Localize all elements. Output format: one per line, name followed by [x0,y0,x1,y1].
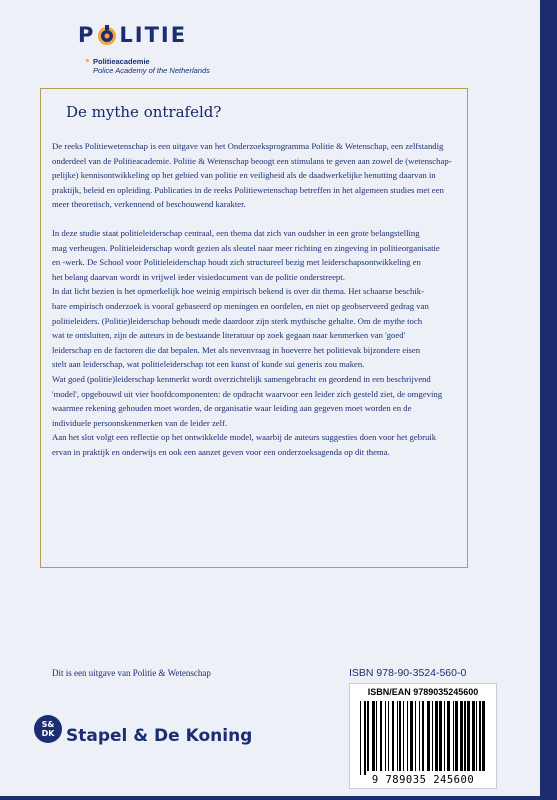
publisher-logo-text-bottom: DK [41,729,55,738]
barcode-bar [364,701,366,775]
blurb-line: 'model', opgebouwd uit vier hoofdcomponenten: de opdracht waarvoor een leider zich gesteld ziet, de omgeving [52,388,443,399]
barcode-bar [447,701,450,771]
blurb-line: pelijke) kennisontwikkeling op het gebied van politie en veiligheid als de daadwerkelijke benutting daarvan in [52,170,436,181]
blurb-line: praktijk, beleid en opleiding. Publicaties in de reeks Politiewetenschap betreffen in het algemeen studies met een [52,184,444,195]
publisher-logo-text-top: S& [41,720,55,729]
isbn-number: ISBN 978-90-3524-560-0 [349,667,467,679]
blurb-line: mag verheugen. Politieleiderschap wordt gezien als sleutel naar meer richting en zingeving in politieorganisatie [52,242,440,253]
barcode-bar [397,701,398,771]
blurb-paragraph-2 [52,226,457,460]
logo-text-left: P [78,23,96,47]
barcode-bar [444,701,445,771]
academy-name-english: Police Academy of the Netherlands [93,66,210,75]
bottom-edge-strip [0,796,557,800]
barcode-heading: ISBN/EAN 9789035245600 [367,687,479,697]
barcode-bar [464,701,466,771]
blurb-line: wat te ontsluiten, zijn de auteurs in de bestaande literatuur op zoek gegaan naar kenmerken van 'goed' [52,330,406,341]
publisher-name: Stapel & De Koning [66,726,253,746]
barcode-bar [427,701,430,771]
blurb-line: Aan het slot volgt een reflectie op het ontwikkelde model, waarbij de auteurs suggesties doen voor het gebruik [52,432,437,443]
blurb-line: stelt aan leiderschap, wat politieleiderschap tot een kunst of kunde sui generis zou maken. [52,359,365,370]
police-emblem-icon [96,24,118,46]
barcode-bar [482,701,485,771]
barcode-bar [439,701,442,771]
barcode-bar [435,701,438,771]
barcode-bar [388,701,389,771]
blurb-line: en -werk. De School voor Politieleiderschap houdt zich structureel bezig met leiderschapsontwikkeling en [52,257,421,268]
blurb-line: politieleiders. (Politie)leiderschap behoudt mede daardoor zijn sterk mythische gehalte. Om de mythe toch [52,315,423,326]
blurb-line: De reeks Politiewetenschap is een uitgave van het Onderzoeksprogramma Politie & Wetenschap, een zelfstandig [52,141,444,151]
barcode-bar [385,701,386,771]
barcode-bar [403,701,404,771]
blurb-paragraph-1 [52,139,457,212]
barcode-bar [360,701,361,775]
blurb-line: In deze studie staat politieleiderschap centraal, een thema dat zich van oudsher in een grote belangstelling [52,228,420,238]
barcode-bar [472,701,475,771]
barcode-bar [432,701,433,771]
barcode-bar [410,701,413,771]
barcode-bar [476,701,477,771]
blurb-line: leiderschap en de factoren die dat bepalen. Met als nevenvraag in hoeverre het politievak bijzondere eisen [52,344,421,355]
barcode-bar [479,701,481,771]
blurb-line: meer theoretisch, verkennend of beschouwend karakter. [52,199,246,210]
logo-text-right: LITIE [119,23,188,47]
book-title: De mythe ontrafeld? [66,103,222,121]
bullet-dot-icon [86,59,89,62]
right-edge-strip [540,0,557,800]
barcode-bar [415,701,416,771]
barcode-bar [367,701,369,771]
barcode-bar [467,701,470,771]
barcode-bar [376,701,377,771]
barcode-digits: 9 789035 245600 [371,774,475,786]
publisher-note: Dit is een uitgave van Politie & Wetenschap [52,668,211,678]
barcode-bar [372,701,375,771]
barcode-bar [407,701,408,771]
blurb-line: onderdeel van de Politieacademie. Politie & Wetenschap beoogt een stimulans te geven aan zowel de (wetenschap- [52,155,452,166]
blurb-line: individuele persoonskenmerken van de leider zelf. [52,417,228,428]
barcode-label [349,683,497,789]
barcode-bar [455,701,458,771]
barcode-bar [380,701,382,771]
barcode-bar [419,701,420,771]
politie-logo [78,22,187,48]
barcode-bar [422,701,424,771]
blurb-line: het belang daarvan wordt in vrijwel ieder visiedocument van de politie onderstreept. [52,271,345,282]
barcode-bar [392,701,394,771]
barcode-bars [358,701,488,775]
barcode-bar [453,701,454,771]
publisher-logo-icon [33,714,63,744]
blurb-line: bare empirisch onderzoek is vooral gebaseerd op meningen en oordelen, en niet op geobserveerd gedrag van [52,300,429,311]
blurb-line: Wat goed (politie)leiderschap kenmerkt wordt overzichtelijk samengebracht en geordend in een beschrijvend [52,373,431,384]
academy-name: Politieacademie [93,57,150,66]
barcode-bar [460,701,463,771]
blurb-line: waarmee rekening gehouden moet worden, de organisatie waar leiding aan gegeven moet worden en de [52,403,412,414]
blurb-line: In dat licht bezien is het opmerkelijk hoe weinig empirisch bekend is over dit thema. Het schaarse beschik- [52,286,424,297]
barcode-bar [399,701,401,771]
blurb-line: ervan in praktijk en onderwijs en ook een aanzet geven voor een onderzoeksagenda op dit thema. [52,446,390,457]
